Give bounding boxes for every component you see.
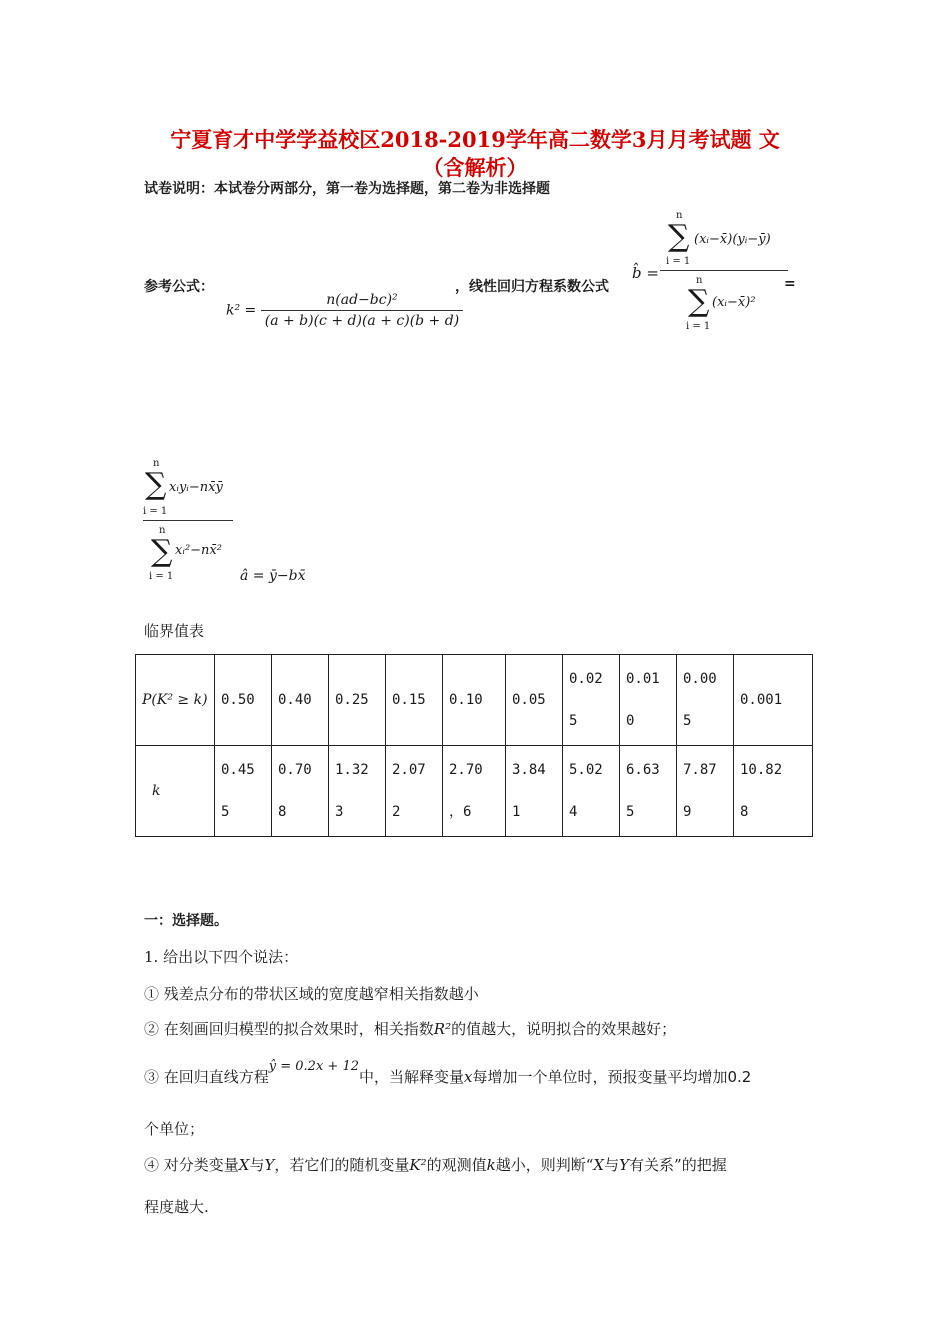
b-hat-fraction-1 (660, 210, 788, 331)
k2-formula (226, 292, 463, 329)
table-cell: 2.70 ，6 (443, 746, 506, 837)
table-cell: 0.10 (443, 655, 506, 746)
k2-lhs: k² = (226, 302, 257, 319)
table-cell: 7.87 9 (677, 746, 734, 837)
table-cell: 0.50 (215, 655, 272, 746)
sum-top-n: n (159, 525, 166, 536)
statement-3: ③ 在回归直线方程ŷ = 0.2x + 12中，当解释变量x每增加一个单位时，预报变量平均增加0.2 (144, 1059, 752, 1086)
exam-description: 试卷说明：本试卷分两部分，第一卷为选择题，第二卷为非选择题 (144, 181, 550, 197)
table-cell: 3.84 1 (506, 746, 563, 837)
table-cell: 0.001 (734, 655, 813, 746)
critical-value-table (135, 654, 813, 837)
table-row (136, 655, 813, 746)
sum-symbol: ∑ (151, 534, 173, 569)
sum-bottom-index: i = 1 (686, 321, 711, 332)
sum-top-n: n (676, 210, 683, 221)
table-row (136, 746, 813, 837)
statement-4-cont: 程度越大. (144, 1198, 209, 1216)
table-cell: 0.01 0 (620, 655, 677, 746)
table-cell: 0.25 (329, 655, 386, 746)
table-cell: 2.07 2 (386, 746, 443, 837)
sum-top-n: n (696, 275, 703, 286)
table-cell: 0.02 5 (563, 655, 620, 746)
page-subtitle: （含解析） (422, 155, 528, 180)
increment-value: 0.2 (727, 1068, 752, 1086)
table-cell: 0.00 5 (677, 655, 734, 746)
table-cell: 0.40 (272, 655, 329, 746)
a-hat-formula: â = ȳ−bx̄ (240, 568, 306, 584)
table-cell: 0.45 5 (215, 746, 272, 837)
page-title: 宁夏育才中学学益校区2018-2019学年高二数学3月月考试题 文 (170, 127, 780, 152)
statement-1: ① 残差点分布的带状区域的宽度越窄相关指数越小 (144, 985, 479, 1003)
table-cell: 0.05 (506, 655, 563, 746)
b-hat-lhs: b̂ = (632, 264, 659, 282)
sum-bottom-index: i = 1 (666, 256, 691, 267)
table-cell: 0.15 (386, 655, 443, 746)
equals-sign: = (784, 276, 796, 292)
table-caption: 临界值表 (144, 622, 205, 640)
table-cell: 10.82 8 (734, 746, 813, 837)
k2-denominator: (a + b)(c + d)(a + c)(b + d) (264, 313, 460, 329)
b-numerator-1: (xᵢ−x̄)(yᵢ−ȳ) (694, 232, 771, 247)
row-label-k: k (136, 746, 215, 837)
b-denominator-1: (xᵢ−x̄)² (712, 295, 756, 310)
question-stem: 1. 给出以下四个说法： (144, 948, 299, 966)
k2-numerator: n(ad−bc)² (261, 292, 463, 311)
regression-label: ，线性回归方程系数公式 (455, 279, 609, 295)
b-denominator-2: xᵢ²−nx̄² (175, 543, 222, 558)
sum-bottom-index: i = 1 (149, 571, 174, 582)
table-cell: 6.63 5 (620, 746, 677, 837)
variable-x: x (464, 1068, 473, 1086)
sum-symbol: ∑ (145, 467, 167, 502)
sum-top-n: n (153, 458, 160, 469)
sum-bottom-index: i = 1 (143, 506, 168, 517)
formula-label: 参考公式： (144, 279, 214, 295)
statement-3-cont: 个单位； (144, 1120, 205, 1138)
statement-2: ② 在刻画回归模型的拟合效果时，相关指数R²的值越大，说明拟合的效果越好； (144, 1020, 677, 1038)
sum-symbol: ∑ (688, 284, 710, 319)
b-hat-fraction-2 (143, 458, 233, 583)
regression-equation: ŷ = 0.2x + 12 (268, 1059, 359, 1074)
table-cell: 5.02 4 (563, 746, 620, 837)
statement-4: ④ 对分类变量X与Y，若它们的随机变量K²的观测值k越小，则判断“X与Y有关系”的把握 (144, 1156, 727, 1174)
section-heading: 一：选择题。 (144, 913, 228, 929)
k-squared: K² (409, 1156, 427, 1174)
b-numerator-2: xᵢyᵢ−nx̄ȳ (169, 480, 223, 495)
r-squared: R² (433, 1020, 452, 1038)
sum-symbol: ∑ (668, 219, 690, 254)
row-label-probability: P(K² ≥ k) (136, 655, 215, 746)
table-cell: 0.70 8 (272, 746, 329, 837)
table-cell: 1.32 3 (329, 746, 386, 837)
